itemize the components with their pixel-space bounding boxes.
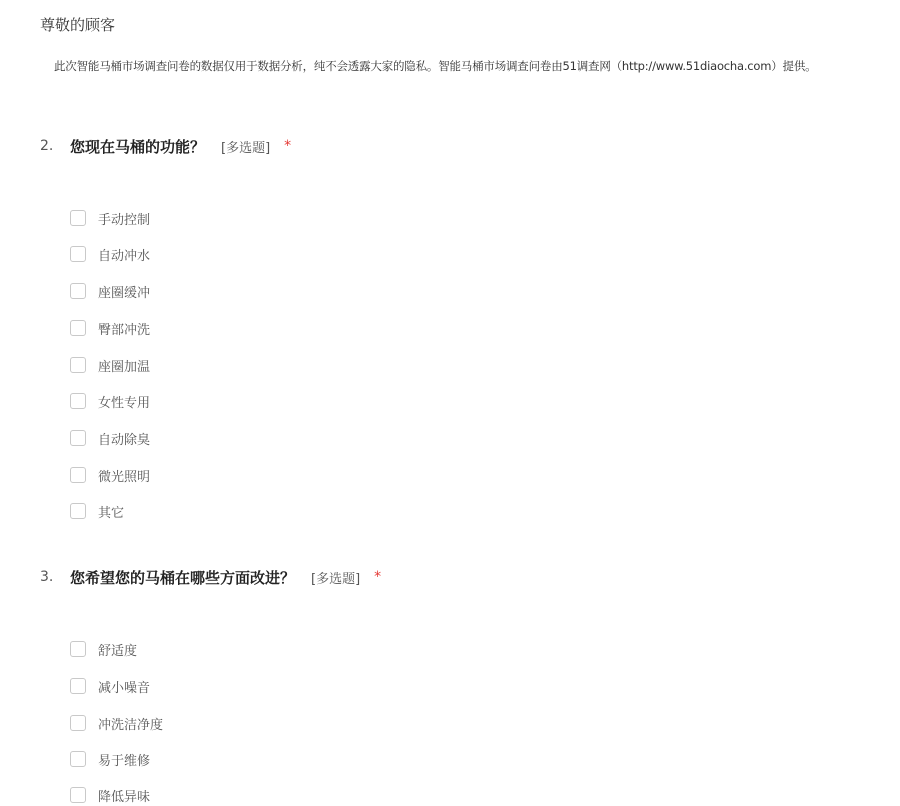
option-label: 易于维修	[98, 753, 151, 769]
option-seat-heating[interactable]	[70, 354, 150, 376]
option-seat-cushion[interactable]	[70, 280, 150, 302]
option-label: 自动除臭	[98, 432, 151, 448]
option-comfort[interactable]	[70, 638, 137, 660]
option-female-wash[interactable]	[70, 390, 150, 412]
question-number: 2.	[40, 138, 54, 154]
option-auto-deodorize[interactable]	[70, 427, 150, 449]
checkbox[interactable]	[70, 357, 86, 373]
option-night-light[interactable]	[70, 464, 150, 486]
option-auto-flush[interactable]	[70, 243, 150, 265]
question-title: 您希望您的马桶在哪些方面改进？	[70, 568, 296, 587]
checkbox[interactable]	[70, 210, 86, 226]
option-label: 女性专用	[98, 395, 151, 411]
option-wash-cleanliness[interactable]	[70, 712, 163, 734]
option-label: 降低异味	[98, 789, 151, 805]
option-reduce-noise[interactable]	[70, 675, 150, 697]
option-label: 其它	[98, 505, 125, 521]
question-2	[40, 134, 291, 158]
checkbox[interactable]	[70, 641, 86, 657]
checkbox[interactable]	[70, 787, 86, 803]
question-number: 3.	[40, 569, 54, 585]
option-label: 舒适度	[98, 643, 138, 659]
checkbox[interactable]	[70, 751, 86, 767]
question-3	[40, 565, 381, 589]
option-other[interactable]	[70, 500, 124, 522]
option-label: 手动控制	[98, 212, 151, 228]
option-label: 微光照明	[98, 469, 151, 485]
option-manual-control[interactable]	[70, 207, 150, 229]
option-label: 减小噪音	[98, 680, 151, 696]
option-label: 自动冲水	[98, 248, 151, 264]
option-label: 座圈加温	[98, 359, 151, 375]
required-marker: *	[284, 138, 292, 154]
checkbox[interactable]	[70, 430, 86, 446]
checkbox[interactable]	[70, 393, 86, 409]
required-marker: *	[374, 569, 382, 585]
checkbox[interactable]	[70, 678, 86, 694]
option-easy-repair[interactable]	[70, 748, 150, 770]
option-rear-wash[interactable]	[70, 317, 150, 339]
checkbox[interactable]	[70, 320, 86, 336]
question-type: [多选题]	[221, 140, 271, 156]
checkbox[interactable]	[70, 246, 86, 262]
question-title: 您现在马桶的功能？	[70, 137, 206, 156]
greeting: 尊敬的顾客	[40, 16, 116, 34]
checkbox[interactable]	[70, 503, 86, 519]
checkbox[interactable]	[70, 283, 86, 299]
question-type: [多选题]	[311, 571, 361, 587]
option-label: 冲洗洁净度	[98, 717, 164, 733]
option-reduce-odor[interactable]	[70, 784, 150, 806]
option-label: 座圈缓冲	[98, 285, 151, 301]
checkbox[interactable]	[70, 467, 86, 483]
option-label: 臀部冲洗	[98, 322, 151, 338]
survey-notice: 此次智能马桶市场调查问卷的数据仅用于数据分析，纯不会透露大家的隐私。智能马桶市场调查问卷由51调查网（http://www.51diaocha.com）提供。	[54, 59, 817, 73]
checkbox[interactable]	[70, 715, 86, 731]
